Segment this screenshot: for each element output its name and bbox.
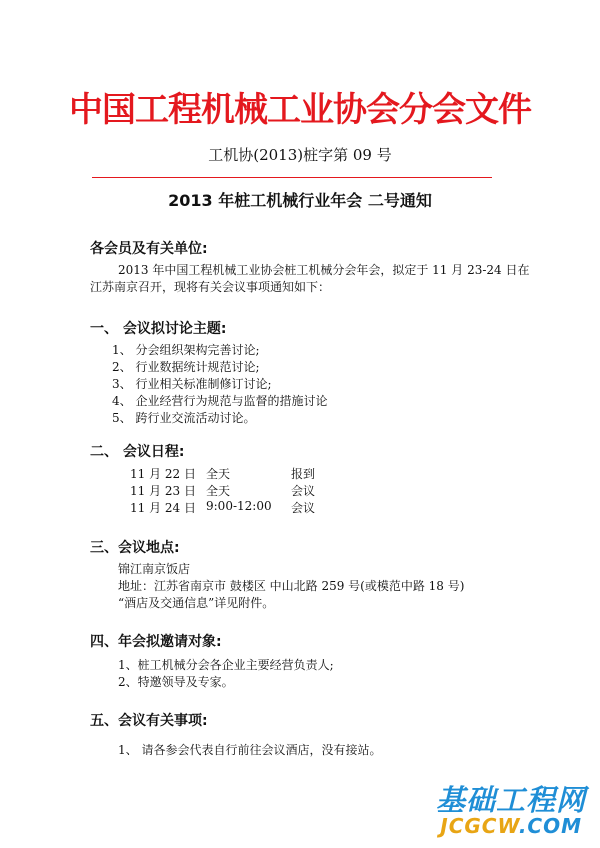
schedule-time: 全天: [206, 484, 231, 498]
watermark-en-domain: .COM: [518, 814, 582, 838]
schedule-date: 11 月 22 日: [130, 467, 196, 481]
list-item: 1、 请各参会代表自行前往会议酒店，没有接站。: [118, 743, 382, 757]
schedule-time: 9:00-12:00: [206, 499, 272, 513]
schedule-date: 11 月 24 日: [130, 501, 196, 515]
document-number: 工机协(2013)桩字第 09 号: [208, 146, 392, 164]
schedule-time: 全天: [206, 467, 231, 481]
list-item: 2、 行业数据统计规范讨论;: [112, 360, 260, 374]
red-divider: [92, 177, 492, 178]
list-item: 1、桩工机械分会各企业主要经营负责人;: [118, 658, 334, 672]
section-schedule-heading: 二、 会议日程:: [90, 444, 185, 460]
intro-line-2: 江苏南京召开，现将有关会议事项通知如下：: [90, 280, 331, 294]
section-topics-heading: 一、 会议拟讨论主题:: [90, 321, 227, 337]
schedule-event: 会议: [291, 501, 316, 515]
list-item: 5、 跨行业交流活动讨论。: [112, 411, 256, 425]
org-document-title: 中国工程机械工业协会分会文件: [69, 90, 531, 130]
venue-address: 地址：江苏省南京市 鼓楼区 中山北路 259 号(或模范中路 18 号): [118, 579, 465, 593]
venue-note: “酒店及交通信息”详见附件。: [118, 596, 275, 610]
list-item: 1、 分会组织架构完善讨论;: [112, 343, 260, 357]
venue-hotel: 锦江南京饭店: [118, 562, 191, 576]
section-matters-heading: 五、会议有关事项:: [90, 713, 208, 729]
watermark-en-name: JCGCW: [440, 814, 519, 838]
list-item: 2、特邀领导及专家。: [118, 675, 234, 689]
watermark-logo-cn: 基础工程网: [435, 783, 586, 817]
section-invitees-heading: 四、年会拟邀请对象:: [90, 634, 222, 650]
watermark-logo-en: [440, 814, 582, 838]
schedule-date: 11 月 23 日: [130, 484, 196, 498]
schedule-row: [130, 482, 430, 499]
salutation: 各会员及有关单位:: [90, 241, 208, 257]
section-venue-heading: 三、会议地点:: [90, 540, 180, 556]
schedule-row: [130, 499, 430, 516]
list-item: 4、 企业经营行为规范与监督的措施讨论: [112, 394, 328, 408]
schedule-event: 会议: [291, 484, 316, 498]
schedule-event: 报到: [291, 467, 316, 481]
list-item: 3、 行业相关标准制修订讨论;: [112, 377, 272, 391]
intro-line-1: 2013 年中国工程机械工业协会桩工机械分会年会，拟定于 11 月 23-24 日在: [118, 263, 530, 277]
notice-title: 2013 年桩工机械行业年会 二号通知: [168, 191, 432, 210]
schedule-row: [130, 465, 430, 482]
